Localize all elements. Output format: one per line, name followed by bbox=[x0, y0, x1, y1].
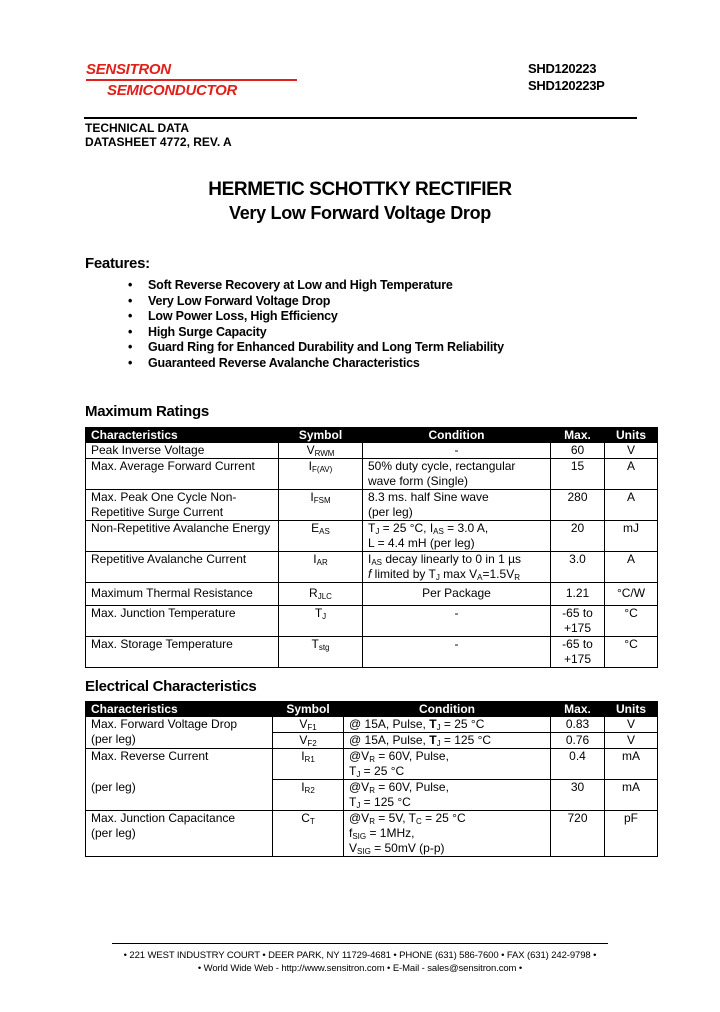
max-ratings-table bbox=[85, 427, 658, 668]
char-cell: Repetitive Avalanche Current bbox=[86, 552, 279, 583]
char-cell: Max. Forward Voltage Drop (per leg) bbox=[86, 717, 273, 749]
col-header: Characteristics bbox=[86, 428, 279, 443]
condition-cell: @ 15A, Pulse, $T_J = 25$ °C bbox=[344, 717, 551, 733]
symbol-cell: $T_J$ bbox=[279, 606, 363, 637]
max-cell: 3.0 bbox=[551, 552, 605, 583]
unit-cell: mA bbox=[605, 780, 658, 811]
col-header: Symbol bbox=[273, 702, 344, 717]
condition-cell: - bbox=[363, 606, 551, 637]
table-row bbox=[86, 583, 658, 606]
table-row bbox=[86, 606, 658, 637]
feature-item: • High Surge Capacity bbox=[128, 324, 267, 339]
features-list bbox=[128, 278, 504, 372]
col-header: Max. bbox=[551, 428, 605, 443]
col-header: Units bbox=[605, 702, 658, 717]
condition-cell: @ 15A, Pulse, $T_J = 125$ °C bbox=[344, 733, 551, 749]
col-header: Condition bbox=[363, 428, 551, 443]
symbol-cell: $T_{stg}$ bbox=[279, 637, 363, 668]
max-cell: 30 bbox=[551, 780, 605, 811]
electrical-heading: Electrical Characteristics bbox=[85, 678, 257, 695]
max-cell: -65 to +175 bbox=[551, 637, 605, 668]
logo-sensitron: SENSITRON bbox=[86, 61, 171, 78]
col-header: Condition bbox=[344, 702, 551, 717]
table-row bbox=[86, 552, 658, 583]
unit-cell: A bbox=[605, 490, 658, 521]
table-row bbox=[86, 637, 658, 668]
footer-contact: • World Wide Web - http://www.sensitron.com • E-Mail - sales@sensitron.com • bbox=[197, 963, 523, 974]
symbol-cell: $V_{F2}$ bbox=[273, 733, 344, 749]
condition-cell: $@V_R = 60V$, Pulse, $T_J = 125$ °C bbox=[344, 780, 551, 811]
max-cell: 280 bbox=[551, 490, 605, 521]
col-header: Characteristics bbox=[86, 702, 273, 717]
feature-item: • Low Power Loss, High Efficiency bbox=[128, 309, 338, 324]
unit-cell: A bbox=[605, 552, 658, 583]
logo-divider bbox=[86, 79, 297, 81]
symbol-cell: $R_{JLC}$ bbox=[279, 583, 363, 606]
unit-cell: A bbox=[605, 459, 658, 490]
bullet-icon: • bbox=[128, 340, 133, 355]
col-header: Units bbox=[605, 428, 658, 443]
header-rule bbox=[84, 117, 637, 119]
table-row bbox=[86, 717, 658, 733]
symbol-cell: $E_{AS}$ bbox=[279, 521, 363, 552]
symbol-cell: $I_{AR}$ bbox=[279, 552, 363, 583]
bullet-icon: • bbox=[128, 278, 133, 292]
symbol-cell: $V_{RWM}$ bbox=[279, 443, 363, 459]
symbol-cell: $C_T$ bbox=[273, 811, 344, 857]
table-row bbox=[86, 521, 658, 552]
feature-item: • Very Low Forward Voltage Drop bbox=[128, 293, 331, 308]
unit-cell: °C bbox=[605, 606, 658, 637]
char-cell: Max. Junction Capacitance (per leg) bbox=[86, 811, 273, 857]
bullet-icon: • bbox=[128, 324, 133, 339]
table-row bbox=[86, 490, 658, 521]
condition-cell: $I_{AS}$ decay linearly to 0 in 1 µs f limited by $T_J$ $\max V_A=1.5V_R$ bbox=[363, 552, 551, 583]
bullet-icon: • bbox=[128, 355, 133, 370]
feature-item: • Guard Ring for Enhanced Durability and Long Term Reliability bbox=[128, 340, 504, 355]
condition-cell: 8.3 ms. half Sine wave (per leg) bbox=[363, 490, 551, 521]
char-cell: Non-Repetitive Avalanche Energy bbox=[86, 521, 279, 552]
max-cell: 720 bbox=[551, 811, 605, 857]
features-heading: Features: bbox=[85, 255, 150, 272]
feature-item: • Soft Reverse Recovery at Low and High Temperature bbox=[128, 278, 453, 292]
max-ratings-heading: Maximum Ratings bbox=[85, 403, 209, 420]
part-number-1: SHD120223 bbox=[528, 61, 597, 76]
table-header-row bbox=[86, 428, 658, 443]
condition-cell: $T_J = 25$ °C, $I_{AS} = 3.0$ A, L = 4.4 mH (per leg) bbox=[363, 521, 551, 552]
table-row bbox=[86, 749, 658, 780]
unit-cell: mJ bbox=[605, 521, 658, 552]
datasheet-number: DATASHEET 4772, REV. A bbox=[85, 135, 232, 149]
condition-cell: 50% duty cycle, rectangular wave form (Single) bbox=[363, 459, 551, 490]
technical-data-label: TECHNICAL DATA bbox=[85, 121, 189, 135]
max-cell: 60 bbox=[551, 443, 605, 459]
col-header: Symbol bbox=[279, 428, 363, 443]
unit-cell: V bbox=[605, 733, 658, 749]
max-cell: 15 bbox=[551, 459, 605, 490]
char-cell: Max. Storage Temperature bbox=[86, 637, 279, 668]
col-header: Max. bbox=[551, 702, 605, 717]
part-number-2: SHD120223P bbox=[528, 78, 605, 93]
symbol-cell: $V_{F1}$ bbox=[273, 717, 344, 733]
char-cell: (per leg) bbox=[86, 780, 273, 811]
condition-cell: - bbox=[363, 637, 551, 668]
table-row bbox=[86, 811, 658, 857]
condition-cell: - bbox=[363, 443, 551, 459]
max-cell: 20 bbox=[551, 521, 605, 552]
char-cell: Max. Junction Temperature bbox=[86, 606, 279, 637]
feature-item: • Guaranteed Reverse Avalanche Characteristics bbox=[128, 355, 420, 370]
unit-cell: mA bbox=[605, 749, 658, 780]
char-cell: Max. Peak One Cycle Non- Repetitive Surge Current bbox=[86, 490, 279, 521]
unit-cell: °C/W bbox=[605, 583, 658, 606]
page-subtitle: Very Low Forward Voltage Drop bbox=[228, 203, 491, 223]
symbol-cell: $I_{R2}$ bbox=[273, 780, 344, 811]
condition-cell: $@V_R = 60V$, Pulse, $T_J = 25$ °C bbox=[344, 749, 551, 780]
footer-address: • 221 WEST INDUSTRY COURT • DEER PARK, NY 11729-4681 • PHONE (631) 586-7600 • FAX (631) 242-9798 • bbox=[123, 950, 597, 961]
max-cell: -65 to +175 bbox=[551, 606, 605, 637]
condition-cell: $@V_R = 5V$, $T_C = 25$ °C $f_{SIG} = 1MHz$, $V_{SIG} = 50mV$ (p-p) bbox=[344, 811, 551, 857]
page-title: HERMETIC SCHOTTKY RECTIFIER bbox=[208, 179, 512, 200]
symbol-cell: $I_{R1}$ bbox=[273, 749, 344, 780]
electrical-table bbox=[85, 701, 658, 857]
max-cell: 0.83 bbox=[551, 717, 605, 733]
unit-cell: V bbox=[605, 717, 658, 733]
table-row bbox=[86, 443, 658, 459]
max-cell: 0.76 bbox=[551, 733, 605, 749]
unit-cell: V bbox=[605, 443, 658, 459]
logo-semiconductor: SEMICONDUCTOR bbox=[107, 82, 237, 99]
footer-rule bbox=[112, 943, 608, 944]
max-cell: 1.21 bbox=[551, 583, 605, 606]
unit-cell: °C bbox=[605, 637, 658, 668]
max-cell: 0.4 bbox=[551, 749, 605, 780]
char-cell: Max. Reverse Current bbox=[86, 749, 273, 780]
char-cell: Max. Average Forward Current bbox=[86, 459, 279, 490]
table-row bbox=[86, 780, 658, 811]
bullet-icon: • bbox=[128, 293, 133, 308]
char-cell: Maximum Thermal Resistance bbox=[86, 583, 279, 606]
unit-cell: pF bbox=[605, 811, 658, 857]
symbol-cell: $I_{FSM}$ bbox=[279, 490, 363, 521]
condition-cell: Per Package bbox=[363, 583, 551, 606]
char-cell: Peak Inverse Voltage bbox=[86, 443, 279, 459]
table-header-row bbox=[86, 702, 658, 717]
table-row bbox=[86, 459, 658, 490]
bullet-icon: • bbox=[128, 309, 133, 324]
symbol-cell: $I_{F(AV)}$ bbox=[279, 459, 363, 490]
